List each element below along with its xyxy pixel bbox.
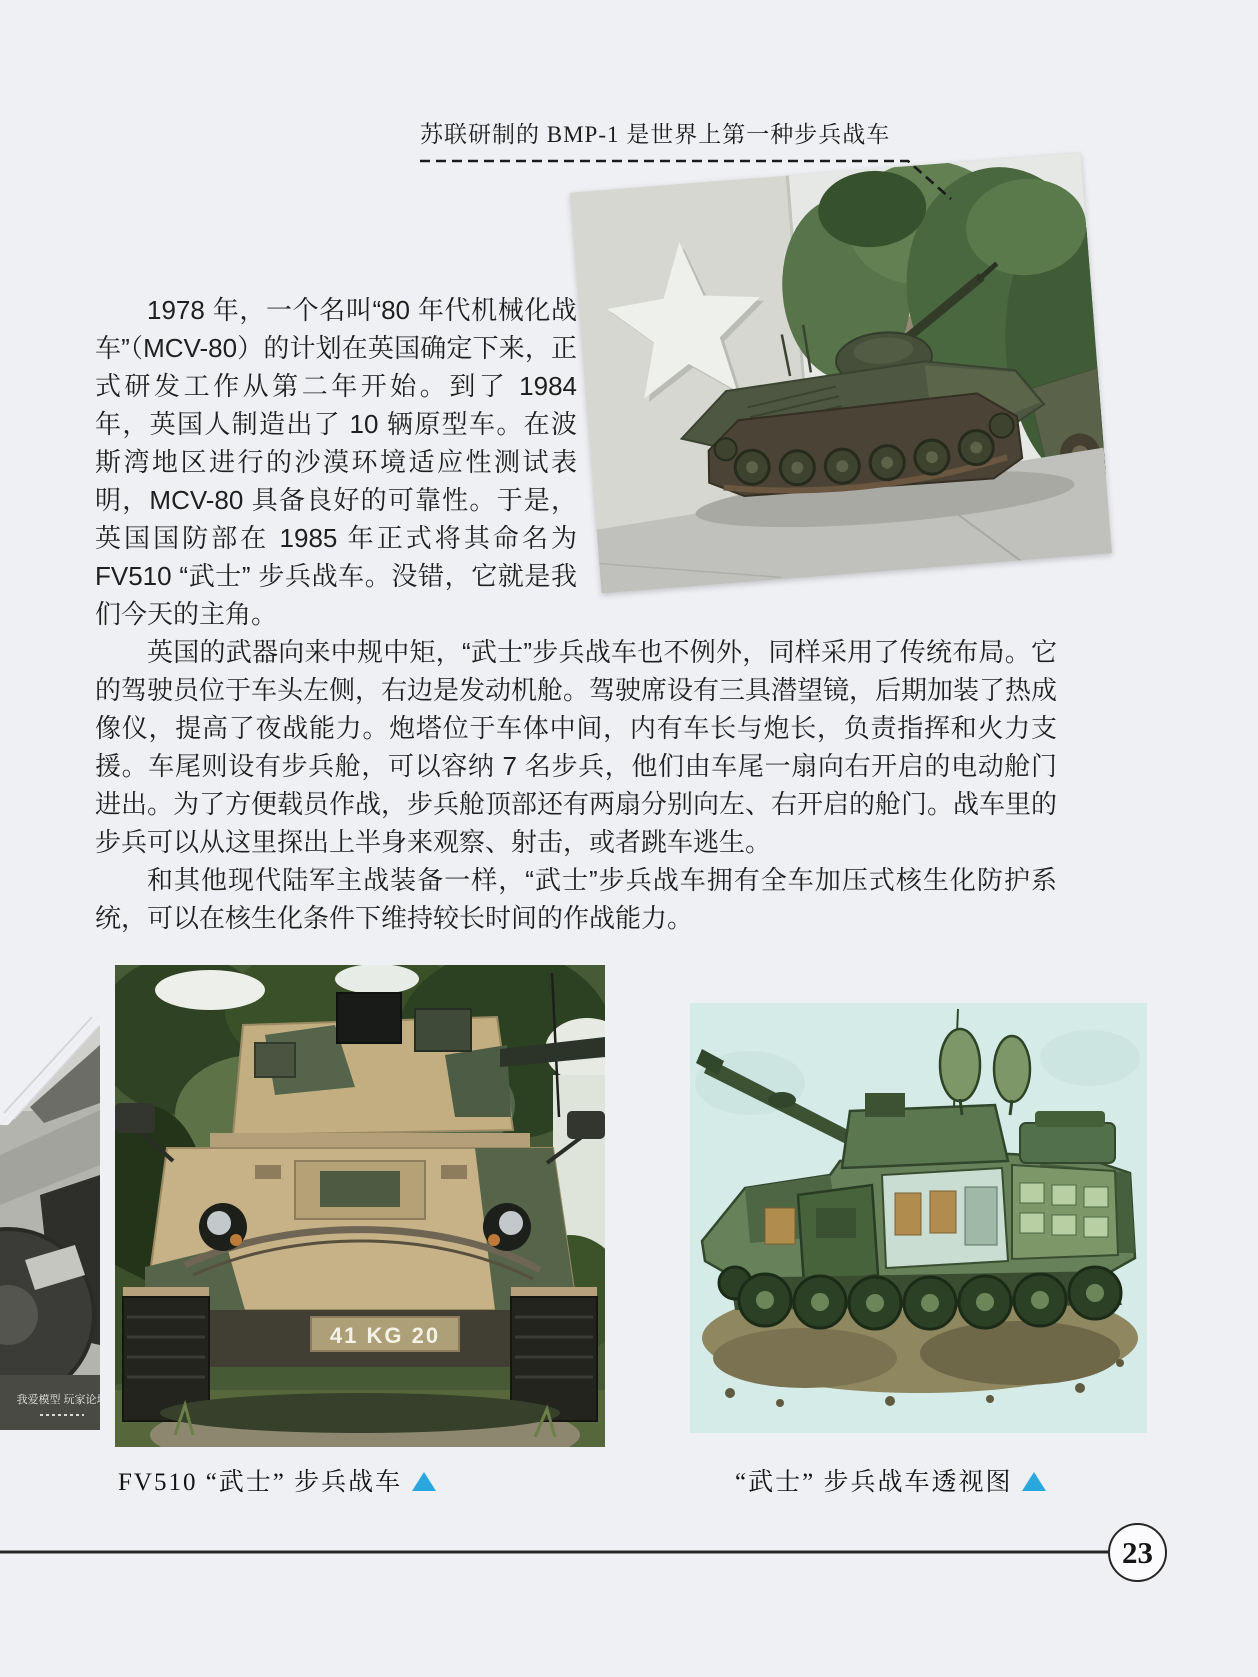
page-number-badge <box>1108 1523 1167 1582</box>
license-plate: 41 KG 20 <box>329 1323 441 1348</box>
caption-right <box>735 1462 1046 1498</box>
warrior-photo <box>115 965 605 1447</box>
photo-spacer <box>577 291 1057 591</box>
caption-left <box>118 1462 436 1498</box>
paragraph-1: 1978 年，一个名叫“80 年代机械化战车”（MCV-80）的计划在英国确定下来，正式研发工作从第二年开始。到了 1984 年，英国人制造出了 10 辆原型车。在波斯湾地区进行的沙漠环境适应性测试表明，MCV-80 具备良好的可靠性。于是，英国国防部在 1985 年正式将其命名为 FV510 “武士” 步兵战车。没错，它就是我们今天的主角。 <box>95 295 577 629</box>
bw-photo-watermark: 我爱模型 玩家论坛 <box>16 1394 100 1406</box>
caption-marker-triangle-icon <box>1022 1472 1046 1491</box>
cutaway-art <box>690 1003 1147 1433</box>
paragraph-3: 和其他现代陆军主战装备一样，“武士”步兵战车拥有全车加压式核生化防护系统，可以在核生化条件下维持较长时间的作战能力。 <box>95 865 1057 933</box>
page-number: 23 <box>1122 1534 1153 1570</box>
bw-photo-art <box>0 1015 100 1430</box>
caption-marker-triangle-icon <box>412 1472 436 1491</box>
top-annotation: 苏联研制的 BMP-1 是世界上第一种步兵战车 <box>420 122 891 147</box>
cutaway-illustration <box>690 1003 1147 1433</box>
article <box>95 291 1057 937</box>
paragraph-2: 英国的武器向来中规中矩，“武士”步兵战车也不例外，同样采用了传统布局。它的驾驶员位于车头左侧，右边是发动机舱。驾驶席设有三具潜望镜，后期加装了热成像仪，提高了夜战能力。炮塔位于车体中间，内有车长与炮长，负责指挥和火力支援。车尾则设有步兵舱，可以容纳 7 名步兵，他们由车尾一扇向右开启的电动舱门进出。为了方便载员作战，步兵舱顶部还有两扇分别向左、右开启的舱门。战车里的步兵可以从这里探出上半身来观察、射击，或者跳车逃生。 <box>95 637 1058 857</box>
warrior-photo-art <box>115 965 605 1447</box>
bw-photo-strip <box>0 1015 100 1430</box>
caption-right-text: “武士” 步兵战车透视图 <box>735 1469 1013 1496</box>
caption-left-text: FV510 “武士” 步兵战车 <box>118 1469 403 1496</box>
